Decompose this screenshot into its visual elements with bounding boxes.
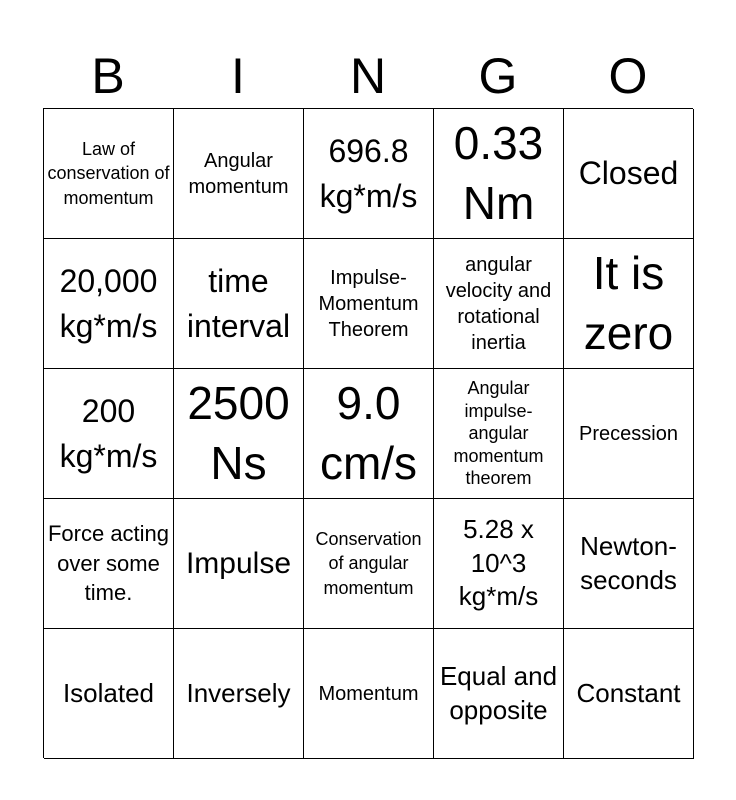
cell-text: Impulse <box>185 546 292 580</box>
cell-text: Equal and opposite <box>439 660 558 725</box>
cell-text: Momentum <box>318 682 419 705</box>
bingo-cell <box>564 239 694 369</box>
bingo-cell <box>174 629 304 759</box>
bingo-cell <box>564 499 694 629</box>
cell-text: Newton-seconds <box>580 530 677 595</box>
cell-text: 200 kg*m/s <box>59 392 158 474</box>
bingo-header <box>43 44 693 108</box>
cell-text: 0.33 Nm <box>453 116 544 229</box>
bingo-cell <box>434 499 564 629</box>
cell-text: It is zero <box>583 246 674 359</box>
cell-text: Isolated <box>62 677 155 708</box>
cell-text: 2500 Ns <box>187 376 290 489</box>
cell-text: Angular momentum <box>188 149 289 198</box>
cell-text: angular velocity and rotational inertia <box>445 253 552 354</box>
header-letter-n: N <box>349 48 387 104</box>
bingo-cell <box>174 369 304 499</box>
cell-text: Inversely <box>186 677 291 708</box>
bingo-cell <box>174 499 304 629</box>
header-letter-g: G <box>478 48 518 104</box>
cell-text: Force acting over some time. <box>47 520 170 606</box>
bingo-cell <box>44 499 174 629</box>
cell-text: Closed <box>578 155 679 192</box>
bingo-cell <box>44 369 174 499</box>
bingo-cell <box>304 109 434 239</box>
bingo-cell <box>304 369 434 499</box>
bingo-cell <box>434 629 564 759</box>
bingo-cell <box>564 109 694 239</box>
cell-text: 9.0 cm/s <box>319 376 418 489</box>
cell-text: 696.8 kg*m/s <box>319 132 418 214</box>
bingo-cell <box>304 499 434 629</box>
cell-text: Constant <box>576 677 681 708</box>
cell-text: Precession <box>579 422 678 445</box>
bingo-cell <box>174 109 304 239</box>
bingo-cell <box>434 369 564 499</box>
cell-text: Law of conservation of momentum <box>47 139 170 208</box>
bingo-cell <box>434 109 564 239</box>
bingo-cell <box>434 239 564 369</box>
header-letter-b: B <box>91 48 125 104</box>
header-letter-o: O <box>608 48 648 104</box>
bingo-cell <box>44 629 174 759</box>
bingo-cell <box>564 629 694 759</box>
cell-text: Impulse-Momentum Theorem <box>318 266 419 341</box>
bingo-grid <box>43 108 693 758</box>
bingo-cell <box>44 109 174 239</box>
bingo-cell <box>174 239 304 369</box>
cell-text: Angular impulse-angular momentum theorem <box>453 378 544 489</box>
bingo-cell <box>44 239 174 369</box>
cell-text: 20,000 kg*m/s <box>59 262 158 344</box>
header-letter-i: I <box>231 48 245 104</box>
cell-text: Conservation of angular momentum <box>315 529 422 598</box>
bingo-cell <box>304 629 434 759</box>
bingo-cell <box>564 369 694 499</box>
cell-text: 5.28 x 10^3 kg*m/s <box>458 513 539 612</box>
bingo-cell <box>304 239 434 369</box>
cell-text: time interval <box>186 262 291 344</box>
